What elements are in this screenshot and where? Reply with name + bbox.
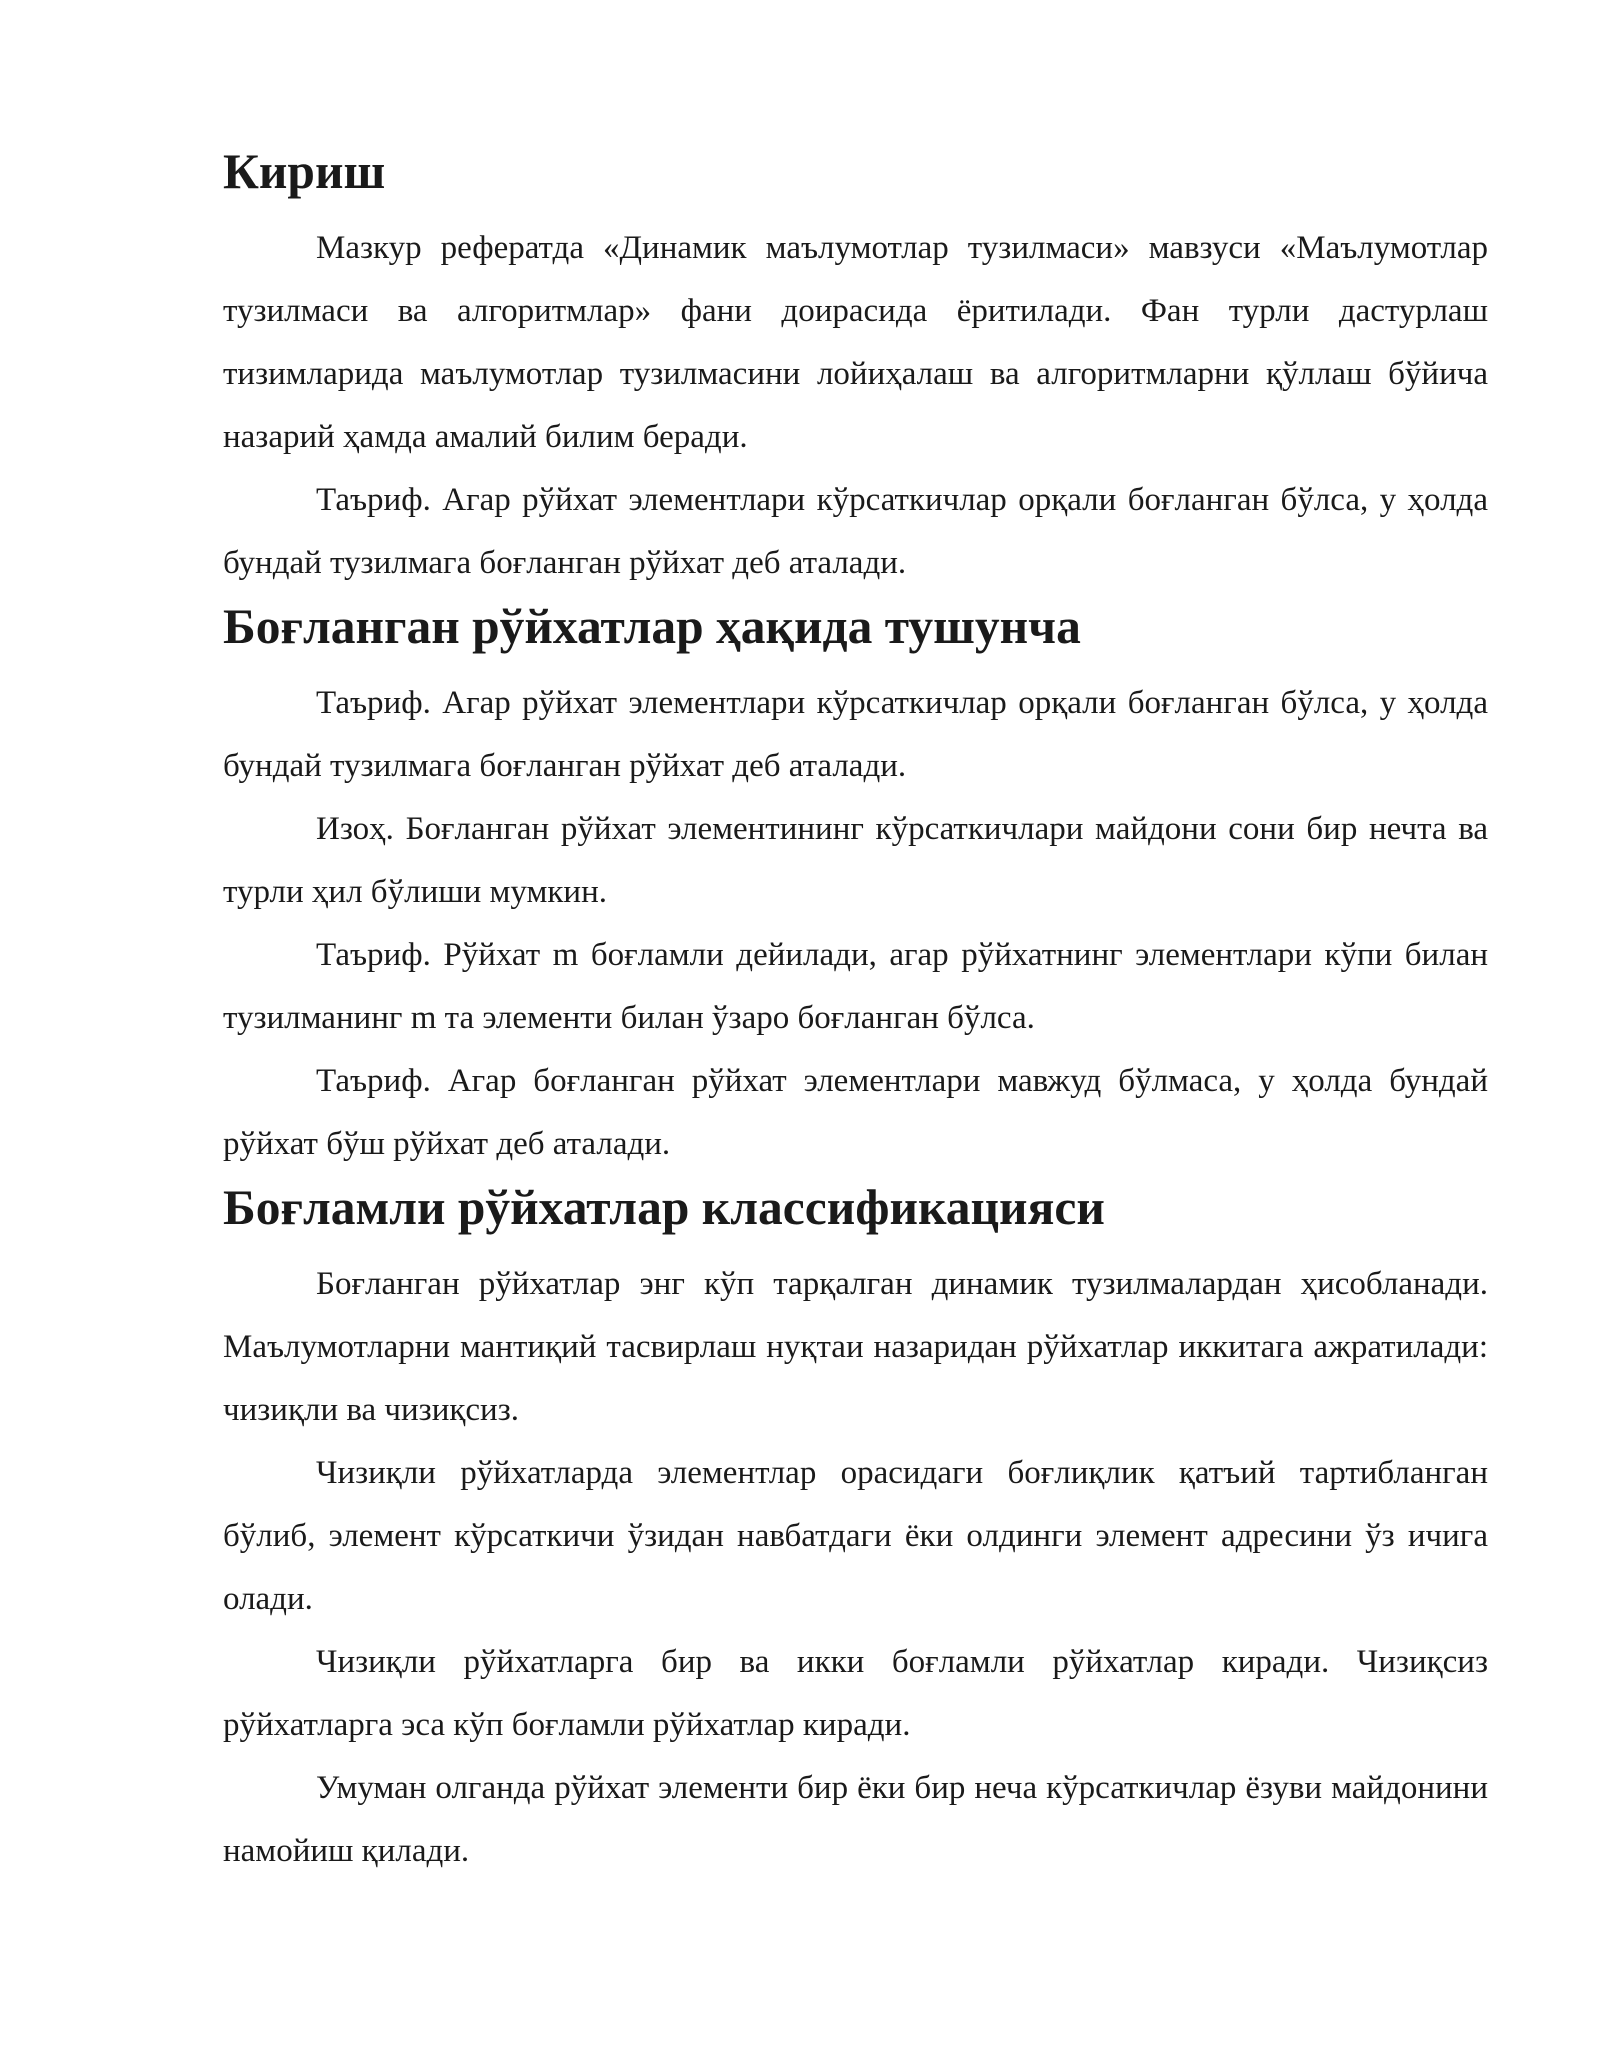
section-heading-classification: Боғламли рўйхатлар классификацияси <box>223 1180 1105 1235</box>
paragraph: Чизиқли рўйхатларга бир ва икки боғламли рўйхатлар киради. Чизиқсиз рўйхатларга эса кўп боғламли рўйхатлар киради. <box>223 1644 1488 1743</box>
paragraph: Боғланган рўйхатлар энг кўп тарқалган динамик тузилмалардан ҳисобланади. Маълумотларни мантиқий тасвирлаш нуқтаи назаридан рўйхатлар иккитага ажратилади: чизиқли ва чизиқсиз. <box>223 1266 1488 1428</box>
paragraph: Чизиқли рўйхатларда элементлар орасидаги боғлиқлик қатъий тартибланган бўлиб, элемент кўрсаткичи ўзидан навбатдаги ёки олдинги элемент адресини ўз ичига олади. <box>223 1455 1488 1617</box>
document-page <box>223 140 1488 1883</box>
paragraph: Умуман олганда рўйхат элементи бир ёки бир неча кўрсаткичлар ёзуви майдонини намойиш қилади. <box>223 1770 1488 1869</box>
paragraph: Таъриф. Агар рўйхат элементлари кўрсаткичлар орқали боғланган бўлса, у ҳолда бундай тузилмага боғланган рўйхат деб аталади. <box>223 685 1488 784</box>
paragraph: Таъриф. Рўйхат m боғламли дейилади, агар рўйхатнинг элементлари кўпи билан тузилманинг m та элементи билан ўзаро боғланган бўлса. <box>223 937 1488 1036</box>
paragraph: Таъриф. Агар рўйхат элементлари кўрсаткичлар орқали боғланган бўлса, у ҳолда бундай тузилмага боғланган рўйхат деб аталади. <box>223 482 1488 581</box>
paragraph: Таъриф. Агар боғланган рўйхат элементлари мавжуд бўлмаса, у ҳолда бундай рўйхат бўш рўйхат деб аталади. <box>223 1063 1488 1162</box>
paragraph: Изоҳ. Боғланган рўйхат элементининг кўрсаткичлари майдони сони бир нечта ва турли ҳил бўлиши мумкин. <box>223 811 1488 910</box>
section-heading-intro: Кириш <box>223 144 386 199</box>
section-heading-linked-lists-concept: Боғланган рўйхатлар ҳақида тушунча <box>223 599 1081 654</box>
paragraph: Мазкур рефератда «Динамик маълумотлар тузилмаси» мавзуси «Маълумотлар тузилмаси ва алгоритмлар» фани доирасида ёритилади. Фан турли дастурлаш тизимларида маълумотлар тузилмасини лойиҳалаш ва алгоритмларни қўллаш бўйича назарий ҳамда амалий билим беради. <box>223 230 1488 455</box>
